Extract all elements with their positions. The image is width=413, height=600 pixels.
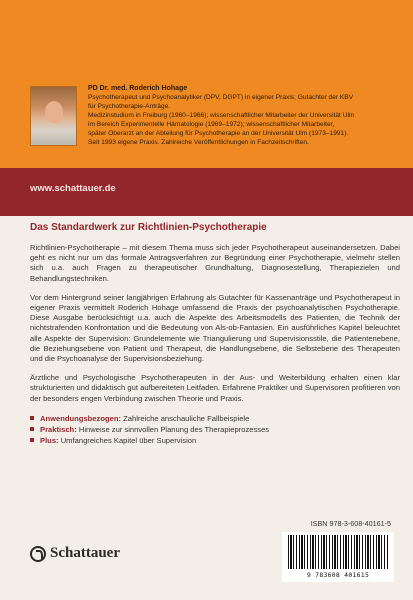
blurb-paragraph: Ärztliche und Psychologische Psychotherapeuten in der Aus- und Weiterbildung erhalten einen klar strukturierten und didaktisch gut aufbereiteten Leitfaden. Erfahrene Praktiker und Supervisoren profitieren von der besonders engen Verbindung zwischen Theorie und Praxis. (30, 373, 400, 403)
feature-key: Anwendungsbezogen: (40, 413, 121, 423)
author-bio-line: Psychotherapeut und Psychoanalytiker (DPV, DGPT) in eigener Praxis; Gutachter der KBV (88, 94, 354, 101)
author-bio-line: im Bereich Experimentelle Hämatologie (1969–1972); wissenschaftlicher Mitarbeiter, (88, 121, 335, 128)
feature-key: Plus: (40, 435, 59, 445)
author-photo (30, 86, 77, 146)
author-bio-line: Seit 1993 eigene Praxis. Zahlreiche Veröffentlichungen in Fachzeitschriften. (88, 139, 309, 146)
author-name: PD Dr. med. Roderich Hohage (88, 85, 188, 92)
isbn-text: ISBN 978-3-608-40161-5 (310, 519, 391, 528)
feature-list (30, 413, 400, 446)
feature-item (30, 413, 400, 424)
author-bio-line: später Oberarzt an der Abteilung für Psychotherapie an der Universität Ulm (1973–1991). (88, 130, 349, 137)
author-bio-line: für Psychotherapie-Anträge. (88, 103, 171, 110)
publisher-url: www.schattauer.de (30, 183, 116, 194)
blurb-paragraph: Vor dem Hintergrund seiner langjährigen Erfahrung als Gutachter für Kassenanträge und Psychotherapeut in eigener Praxis vermittelt Roderich Hohage umfassend die Praxis der psychoanalytischen Psychotherapie. Diese Ausgabe berücksichtigt u.a. auch die Aspekte des Arbeitsmodells des Patienten, die Technik der nichtstrafenden Konfrontation und die Bedeutung von Als-ob-Fantasien. Ein ausführliches Kapitel beleuchtet alle Aspekte der Supervision: Grundelemente wie Triangulierung und Supervisionsstile, die Patientenebene, die Beziehungsebene von Patient und Therapeut, die Handlungsebene, die Selbstebene des Therapeuten und die Psychoanalyse der Supervisionsbeziehung. (30, 292, 400, 364)
blurb-headline: Das Standardwerk zur Richtlinien-Psychotherapie (30, 222, 267, 233)
blurb-content (30, 222, 400, 446)
feature-text: Umfangreiches Kapitel über Supervision (60, 435, 197, 445)
barcode (282, 532, 394, 582)
feature-key: Praktisch: (40, 424, 77, 434)
publisher-logo-text: Schattauer (50, 545, 120, 561)
author-bio-line: Medizinstudium in Freiburg (1960–1966); wissenschaftlicher Mitarbeiter der Universität Ulm (88, 112, 355, 119)
blurb-paragraph: Richtlinien-Psychotherapie – mit diesem Thema muss sich jeder Psychotherapeut auseinandersetzen. Dabei geht es nicht nur um das formale Antragsverfahren zur Begründung einer Psychotherapie, vielmehr stellen sich u.a. auch Fragen zu therapeutischer Grundhaltung, Diagnosestellung, Therapiezielen und Behandlungstechniken. (30, 243, 400, 283)
schattauer-logo-icon (30, 546, 46, 562)
author-bio (88, 84, 408, 147)
feature-item (30, 435, 400, 446)
feature-item (30, 424, 400, 435)
feature-text: Zahlreiche anschauliche Fallbeispiele (123, 413, 250, 423)
barcode-number: 9 783608 401615 (306, 571, 370, 579)
publisher-logo (30, 545, 120, 562)
barcode-bars (288, 535, 388, 569)
feature-text: Hinweise zur sinnvollen Planung des Therapieprozesses (78, 424, 270, 434)
